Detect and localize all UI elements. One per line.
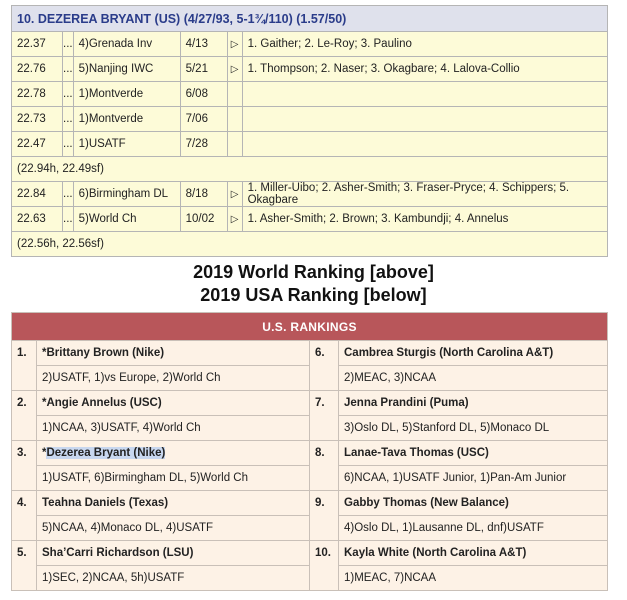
athlete-name: Lanae-Tava Thomas (USC) [339, 441, 608, 466]
race-time: 22.78 [12, 82, 63, 107]
season-note: (22.94h, 22.49sf) [12, 157, 608, 182]
athlete-header-row [12, 6, 608, 32]
meet-results: 1)NCAA, 3)USATF, 4)World Ch [37, 416, 310, 441]
race-row [12, 82, 608, 107]
world-ranking-table [11, 5, 608, 257]
athlete-name-cell [37, 441, 310, 466]
athlete-name-cell [37, 341, 310, 366]
race-mark: ... [63, 57, 74, 82]
race-result: 1. Asher-Smith; 2. Brown; 3. Kambundji; 4. Annelus [242, 207, 607, 232]
race-time: 22.47 [12, 132, 63, 157]
race-meet: 6)Birmingham DL [73, 182, 180, 207]
race-date: 7/28 [180, 132, 227, 157]
race-result [242, 82, 607, 107]
race-meet: 1)Montverde [73, 82, 180, 107]
rank-number: 4. [12, 491, 37, 541]
race-expand-icon[interactable]: ▷ [227, 182, 242, 207]
rank-number: 6. [310, 341, 339, 391]
note-row [12, 232, 608, 257]
race-date: 6/08 [180, 82, 227, 107]
ranking-name-row [12, 391, 608, 416]
race-time: 22.37 [12, 32, 63, 57]
star-prefix: * [42, 447, 47, 459]
athlete-name: *Brittany Brown (Nike) [42, 347, 165, 359]
race-time: 22.84 [12, 182, 63, 207]
race-mark: ... [63, 207, 74, 232]
race-expand-icon [227, 107, 242, 132]
us-rankings-title: U.S. RANKINGS [12, 313, 608, 341]
race-time: 22.76 [12, 57, 63, 82]
race-expand-icon[interactable]: ▷ [227, 57, 242, 82]
race-expand-icon [227, 132, 242, 157]
race-date: 7/06 [180, 107, 227, 132]
race-mark: ... [63, 82, 74, 107]
race-row [12, 57, 608, 82]
race-expand-icon[interactable]: ▷ [227, 32, 242, 57]
ranking-name-row [12, 491, 608, 516]
race-meet: 4)Grenada Inv [73, 32, 180, 57]
meet-results: 1)SEC, 2)NCAA, 5h)USATF [37, 566, 310, 591]
ranking-name-row [12, 541, 608, 566]
race-row [12, 182, 608, 207]
race-meet: 1)Montverde [73, 107, 180, 132]
race-result: 1. Miller-Uibo; 2. Asher-Smith; 3. Fraser-Pryce; 4. Schippers; 5. Okagbare [242, 182, 607, 207]
race-meet: 5)Nanjing IWC [73, 57, 180, 82]
race-row [12, 132, 608, 157]
us-rankings-title-row [12, 313, 608, 341]
meet-results: 1)USATF, 6)Birmingham DL, 5)World Ch [37, 466, 310, 491]
meet-results: 2)USATF, 1)vs Europe, 2)World Ch [37, 366, 310, 391]
us-rankings-table [11, 312, 608, 591]
rank-number: 1. [12, 341, 37, 391]
race-row [12, 32, 608, 57]
athlete-name: Gabby Thomas (New Balance) [339, 491, 608, 516]
race-mark: ... [63, 32, 74, 57]
athlete-name: Jenna Prandini (Puma) [339, 391, 608, 416]
meet-results: 2)MEAC, 3)NCAA [339, 366, 608, 391]
race-result: 1. Gaither; 2. Le-Roy; 3. Paulino [242, 32, 607, 57]
athlete-name: Kayla White (North Carolina A&T) [339, 541, 608, 566]
race-date: 8/18 [180, 182, 227, 207]
race-row [12, 107, 608, 132]
rank-number: 5. [12, 541, 37, 591]
race-result [242, 107, 607, 132]
race-result: 1. Thompson; 2. Naser; 3. Okagbare; 4. Lalova-Collio [242, 57, 607, 82]
race-mark: ... [63, 132, 74, 157]
meet-results: 4)Oslo DL, 1)Lausanne DL, dnf)USATF [339, 516, 608, 541]
race-mark: ... [63, 107, 74, 132]
race-expand-icon [227, 82, 242, 107]
rank-number: 9. [310, 491, 339, 541]
race-date: 10/02 [180, 207, 227, 232]
athlete-header: 10. DEZEREA BRYANT (US) (4/27/93, 5-1¾/110) (1.57/50) [12, 6, 608, 32]
usa-ranking-heading: 2019 USA Ranking [below] [200, 285, 427, 305]
race-time: 22.63 [12, 207, 63, 232]
race-meet: 1)USATF [73, 132, 180, 157]
athlete-name: Cambrea Sturgis (North Carolina A&T) [339, 341, 608, 366]
athlete-name-cell [37, 491, 310, 516]
race-date: 5/21 [180, 57, 227, 82]
rank-number: 7. [310, 391, 339, 441]
rank-number: 2. [12, 391, 37, 441]
ranking-name-row [12, 341, 608, 366]
rank-number: 3. [12, 441, 37, 491]
note-row [12, 157, 608, 182]
rank-number: 10. [310, 541, 339, 591]
race-date: 4/13 [180, 32, 227, 57]
meet-results: 3)Oslo DL, 5)Stanford DL, 5)Monaco DL [339, 416, 608, 441]
race-mark: ... [63, 182, 74, 207]
race-result [242, 132, 607, 157]
rank-number: 8. [310, 441, 339, 491]
race-meet: 5)World Ch [73, 207, 180, 232]
athlete-name: Teahna Daniels (Texas) [42, 497, 169, 509]
meet-results: 6)NCAA, 1)USATF Junior, 1)Pan-Am Junior [339, 466, 608, 491]
race-time: 22.73 [12, 107, 63, 132]
athlete-name: *Angie Annelus (USC) [42, 397, 162, 409]
season-note: (22.56h, 22.56sf) [12, 232, 608, 257]
athlete-name-cell [37, 541, 310, 566]
ranking-name-row [12, 441, 608, 466]
race-row [12, 207, 608, 232]
meet-results: 1)MEAC, 7)NCAA [339, 566, 608, 591]
race-expand-icon[interactable]: ▷ [227, 207, 242, 232]
meet-results: 5)NCAA, 4)Monaco DL, 4)USATF [37, 516, 310, 541]
world-ranking-heading: 2019 World Ranking [above] [193, 262, 434, 282]
athlete-name-cell [37, 391, 310, 416]
athlete-name: Sha’Carri Richardson (LSU) [42, 547, 194, 559]
athlete-name-highlighted: Dezerea Bryant (Nike) [46, 447, 166, 459]
